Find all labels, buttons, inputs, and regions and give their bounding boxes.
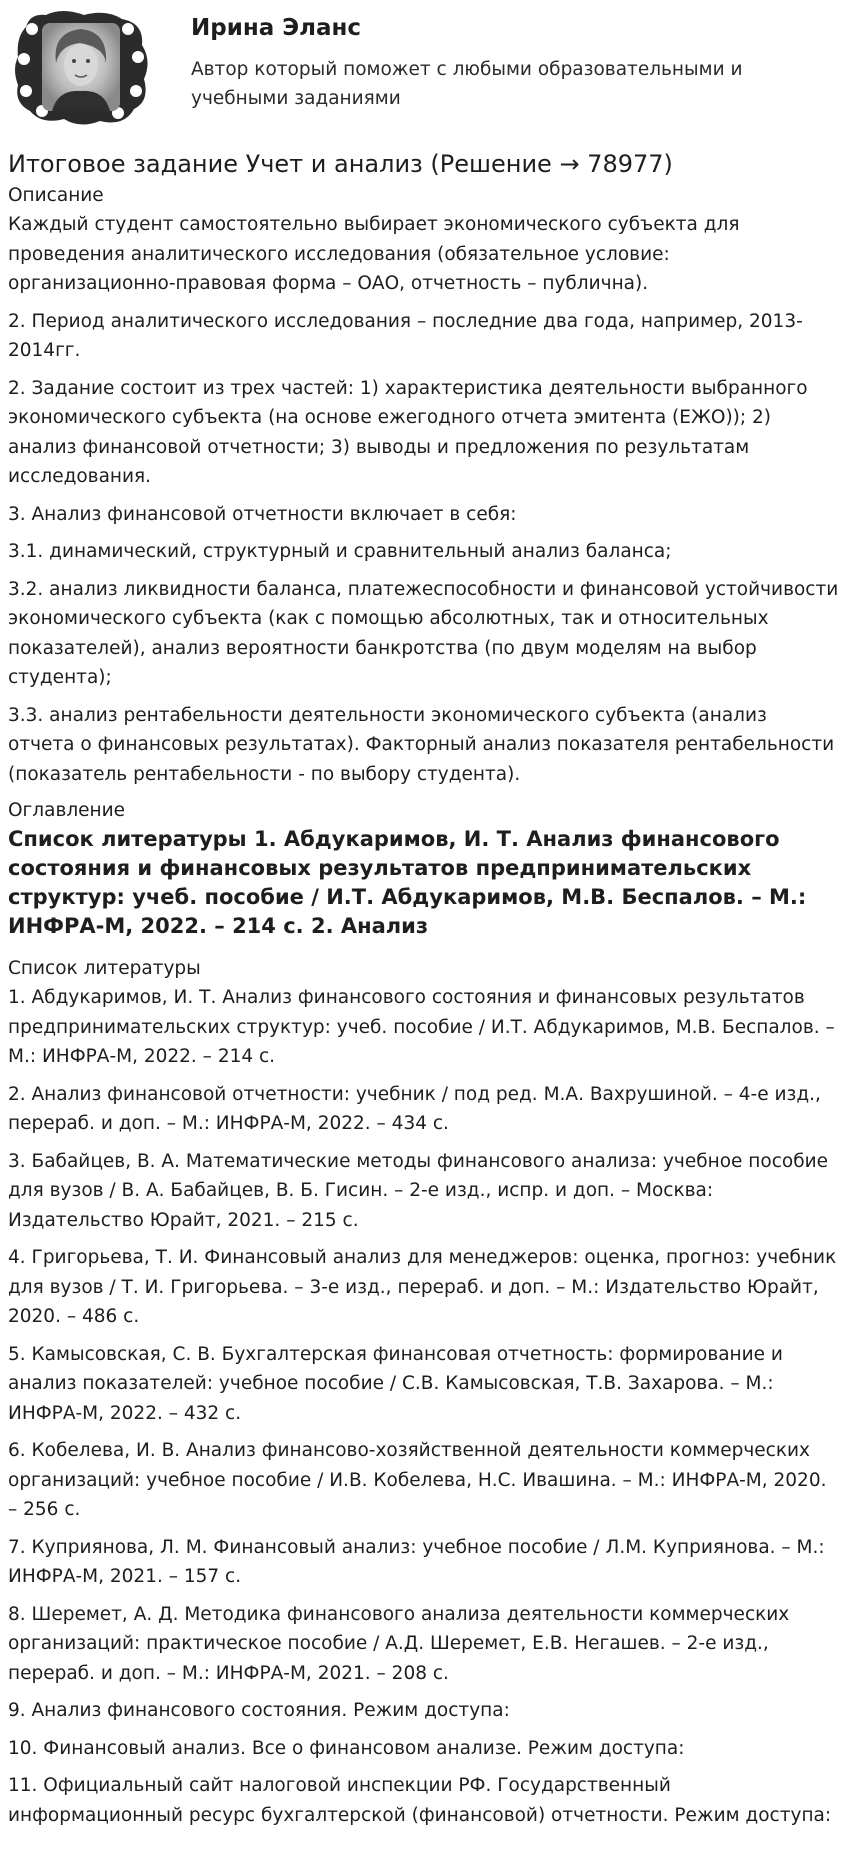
description-paragraph: 3.1. динамический, структурный и сравнительный анализ баланса; [8, 541, 672, 562]
literature-item: 1. Абдукаримов, И. Т. Анализ финансового состояния и финансовых результатов предпринимательских структур: учеб. пособие / И.Т. Абдукаримов, М.В. Беспалов. – М.: ИНФРА-М, 2022. – 214 с. [8, 987, 835, 1067]
description-label: Описание [8, 185, 104, 206]
description-paragraph: 3.3. анализ рентабельности деятельности экономического субъекта (анализ отчета о финансовых результатах). Факторный анализ показателя рентабельности (показатель рентабельности - по выбору студента). [8, 704, 835, 785]
author-card [8, 0, 839, 136]
literature-item: 3. Бабайцев, В. А. Математические методы финансового анализа: учебное пособие для вузов / В. А. Бабайцев, В. Б. Гисин. – 2-е изд., испр. и доп. – Москва: Издательство Юрайт, 2021. – 215 с. [8, 1150, 829, 1231]
toc-text: Список литературы 1. Абдукаримов, И. Т. Анализ финансового состояния и финансовых результатов предпринимательских структур: учеб. пособие / И.Т. Абдукаримов, М.В. Беспалов. – М.: ИНФРА-М, 2022. – 214 с. 2. Анализ [8, 827, 807, 938]
author-info [191, 7, 791, 113]
literature-item: 4. Григорьева, Т. И. Финансовый анализ для менеджеров: оценка, прогноз: учебник для вузов / Т. И. Григорьева. – 3-е изд., перераб. и доп. – М.: Издательство Юрайт, 2020. – 486 с. [8, 1247, 837, 1327]
description-paragraph: 3. Анализ финансовой отчетности включает в себя: [8, 503, 517, 525]
literature-item: 7. Куприянова, Л. М. Финансовый анализ: учебное пособие / Л.М. Куприянова. – М.: ИНФРА-М, 2021. – 157 с. [8, 1536, 825, 1587]
avatar-film-frame-image [8, 7, 154, 129]
toc-label: Оглавление [8, 800, 126, 821]
author-description: Автор который поможет с любыми образовательными и учебными заданиями [191, 59, 743, 109]
description-paragraph: 2. Период аналитического исследования – последние два года, например, 2013-2014гг. [8, 310, 803, 361]
literature-item: 6. Кобелева, И. В. Анализ финансово-хозяйственной деятельности коммерческих организаций: учебное пособие / И.В. Кобелева, Н.С. Ивашина. – М.: ИНФРА-М, 2020. – 256 с. [8, 1440, 827, 1520]
literature-list [8, 983, 839, 1830]
literature-item: 9. Анализ финансового состояния. Режим доступа: [8, 1700, 510, 1721]
literature-item: 2. Анализ финансовой отчетности: учебник / под ред. М.А. Вахрушиной. – 4-е изд., перераб. и доп. – М.: ИНФРА-М, 2022. – 434 с. [8, 1083, 821, 1134]
description-paragraph: 3.2. анализ ликвидности баланса, платежеспособности и финансовой устойчивости экономического субъекта (как с помощью абсолютных, так и относительных показателей), анализ вероятности банкротства (по двум моделям на выбор студента); [8, 578, 839, 688]
literature-label: Список литературы [8, 958, 201, 979]
literature-item: 10. Финансовый анализ. Все о финансовом анализе. Режим доступа: [8, 1737, 685, 1759]
literature-item: 11. Официальный сайт налоговой инспекции РФ. Государственный информационный ресурс бухгалтерской (финансовой) отчетности. Режим доступа: [8, 1775, 832, 1826]
literature-item: 5. Камысовская, С. В. Бухгалтерская финансовая отчетность: формирование и анализ показателей: учебное пособие / С.В. Камысовская, Т.В. Захарова. – М.: ИНФРА-М, 2022. – 432 с. [8, 1343, 783, 1424]
literature-item: 8. Шеремет, А. Д. Методика финансового анализа деятельности коммерческих организаций: практическое пособие / А.Д. Шеремет, Е.В. Негашев. – 2-е изд., перераб. и доп. – М.: ИНФРА-М, 2021. – 208 с. [8, 1603, 790, 1684]
author-avatar[interactable] [8, 7, 154, 129]
description-body [8, 210, 839, 789]
description-paragraph: 2. Задание состоит из трех частей: 1) характеристика деятельности выбранного экономического субъекта (на основе ежегодного отчета эмитента (ЕЖО)); 2) анализ финансовой отчетности; 3) выводы и предложения по результатам исследования. [8, 377, 808, 487]
description-paragraph: Каждый студент самостоятельно выбирает экономического субъекта для проведения аналитического исследования (обязательное условие: организационно-правовая форма – ОАО, отчетность – публична). [8, 214, 740, 294]
author-name[interactable]: Ирина Эланс [191, 15, 362, 41]
task-title: Итоговое задание Учет и анализ (Решение → 78977) [8, 150, 673, 178]
